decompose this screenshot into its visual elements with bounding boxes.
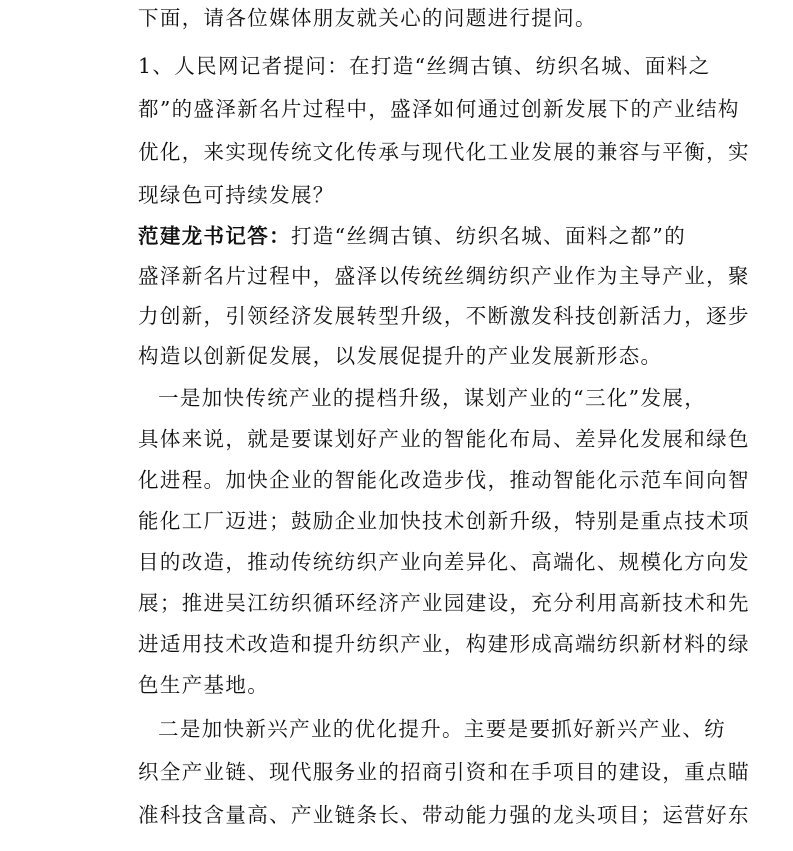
answer-1-line-4: 构造以创新促发展，以发展促提升的产业发展新形态。: [138, 344, 663, 368]
point-1-line-1: 一是加快传统产业的提档升级，谋划产业的“三化”发展，: [158, 386, 707, 410]
point-1-line-3: 化进程。加快企业的智能化改造步伐，推动智能化示范车间向智: [138, 468, 750, 492]
answer-1-first-line-rest: 打造“丝绸古镇、纺织名城、面料之都”的: [290, 224, 687, 248]
question-1-line-4: 现绿色可持续发展？: [138, 183, 335, 207]
question-1-line-3: 优化，来实现传统文化传承与现代化工业发展的兼容与平衡，实: [138, 140, 750, 164]
point-1-line-8: 色生产基地。: [138, 673, 270, 697]
answer-1-line-2: 盛泽新名片过程中，盛泽以传统丝绸纺织产业作为主导产业，聚: [138, 264, 750, 288]
answer-1-line-3: 力创新，引领经济发展转型升级，不断激发科技创新活力，逐步: [138, 304, 750, 328]
point-1-line-5: 目的改造，推动传统纺织产业向差异化、高端化、规模化方向发: [138, 550, 750, 574]
question-1-line-1: 1、人民网记者提问：在打造“丝绸古镇、纺织名城、面料之: [138, 54, 711, 78]
question-1-line-2: 都”的盛泽新名片过程中，盛泽如何通过创新发展下的产业结构: [138, 97, 740, 121]
point-1-line-4: 能化工厂迈进；鼓励企业加快技术创新升级，特别是重点技术项: [138, 509, 750, 533]
intro-paragraph: 下面，请各位媒体朋友就关心的问题进行提问。: [138, 6, 597, 30]
point-1-line-6: 展；推进吴江纺织循环经济产业园建设，充分利用高新技术和先: [138, 591, 750, 615]
point-1-line-2: 具体来说，就是要谋划好产业的智能化布局、差异化发展和绿色: [138, 427, 750, 451]
point-1-line-7: 进适用技术改造和提升纺织产业，构建形成高端纺织新材料的绿: [138, 632, 750, 656]
point-2-line-1: 二是加快新兴产业的优化提升。主要是要抓好新兴产业、纺: [158, 717, 727, 741]
answer-1-line-1: [138, 224, 793, 248]
answer-1-speaker: 范建龙书记答：: [138, 224, 291, 248]
point-2-line-2: 织全产业链、现代服务业的招商引资和在手项目的建设，重点瞄: [138, 760, 750, 784]
point-2-line-3: 准科技含量高、产业链条长、带动能力强的龙头项目；运营好东: [138, 803, 750, 827]
